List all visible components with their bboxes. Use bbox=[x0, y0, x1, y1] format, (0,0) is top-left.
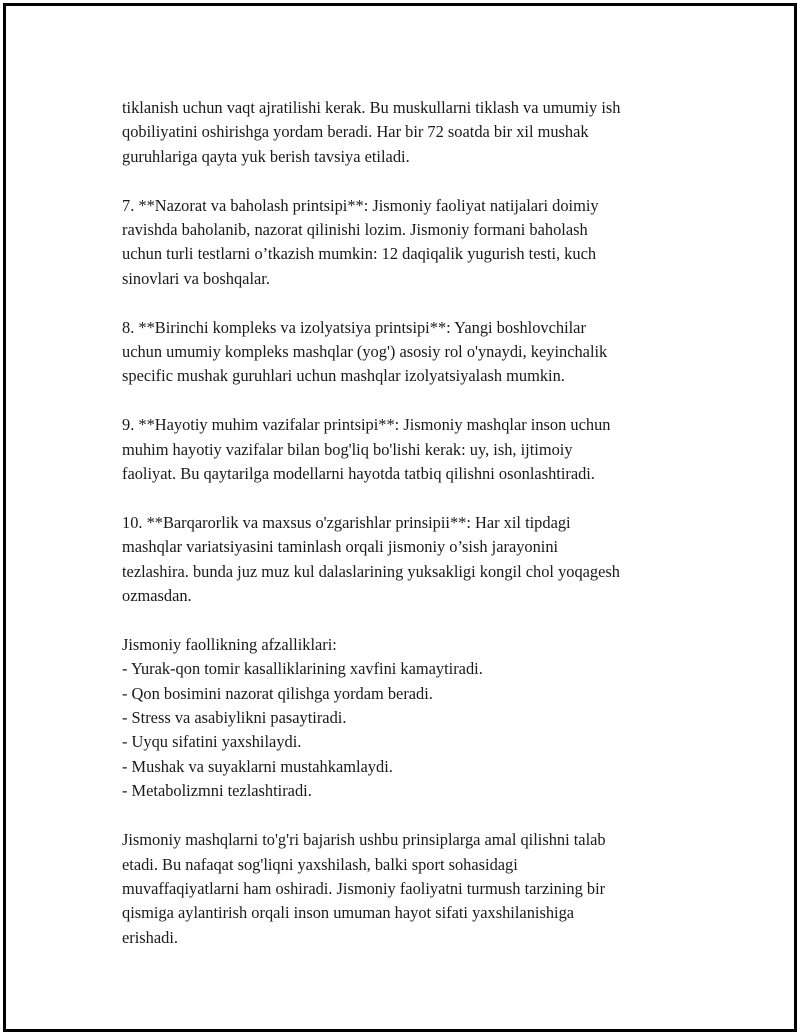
text-line: ozmasdan. bbox=[122, 586, 192, 606]
text-line: erishadi. bbox=[122, 927, 178, 947]
paragraph-principle-9 bbox=[122, 413, 702, 486]
text-line: mashqlar variatsiyasini taminlash orqali jismoniy o’sish jarayonini bbox=[122, 537, 559, 557]
text-line: 9. **Hayotiy muhim vazifalar printsipi**: Jismoniy mashqlar inson uchun bbox=[122, 415, 611, 435]
list-item: - Metabolizmni tezlashtiradi. bbox=[122, 781, 312, 801]
text-line: ravishda baholanib, nazorat qilinishi lozim. Jismoniy formani baholash bbox=[122, 220, 588, 240]
benefits-heading: Jismoniy faollikning afzalliklari: bbox=[122, 634, 337, 654]
paragraph-principle-10 bbox=[122, 511, 702, 609]
paragraph-recovery bbox=[122, 96, 702, 169]
text-line: tezlashira. bunda juz muz kul dalaslarining yuksakligi kongil chol yoqagesh bbox=[122, 561, 620, 581]
text-line: uchun turli testlarni o’tkazish mumkin: 12 daqiqalik yugurish testi, kuch bbox=[122, 244, 597, 264]
list-item: - Mushak va suyaklarni mustahkamlaydi. bbox=[122, 756, 393, 776]
text-line: 8. **Birinchi kompleks va izolyatsiya printsipi**: Yangi boshlovchilar bbox=[122, 317, 586, 337]
text-line: sinovlari va boshqalar. bbox=[122, 268, 270, 288]
text-line: qobiliyatini oshirishga yordam beradi. Har bir 72 soatda bir xil mushak bbox=[122, 122, 589, 142]
paragraph-principle-8 bbox=[122, 316, 702, 389]
text-line: Jismoniy mashqlarni to'g'ri bajarish ushbu prinsiplarga amal qilishni talab bbox=[122, 830, 606, 850]
list-item: - Stress va asabiylikni pasaytiradi. bbox=[122, 708, 347, 728]
text-line: etadi. Bu nafaqat sog'liqni yaxshilash, balki sport sohasidagi bbox=[122, 854, 518, 874]
list-item: - Yurak-qon tomir kasalliklarining xavfini kamaytiradi. bbox=[122, 659, 483, 679]
text-line: muhim hayotiy vazifalar bilan bog'liq bo'lishi kerak: uy, ish, ijtimoiy bbox=[122, 439, 573, 459]
text-line: uchun umumiy kompleks mashqlar (yog') asosiy rol o'ynaydi, keyinchalik bbox=[122, 342, 608, 362]
text-line: 10. **Barqarorlik va maxsus o'zgarishlar prinsipii**: Har xil tipdagi bbox=[122, 512, 571, 532]
list-item: - Uyqu sifatini yaxshilaydi. bbox=[122, 732, 302, 752]
text-line: qismiga aylantirish orqali inson umuman hayot sifati yaxshilanishiga bbox=[122, 903, 575, 923]
paragraph-conclusion bbox=[122, 828, 702, 950]
benefits-list bbox=[122, 633, 702, 804]
paragraph-principle-7 bbox=[122, 194, 702, 292]
text-line: guruhlariga qayta yuk berish tavsiya etiladi. bbox=[122, 146, 410, 166]
text-line: muvaffaqiyatlarni ham oshiradi. Jismoniy faoliyatni turmush tarzining bir bbox=[122, 878, 606, 898]
list-item: - Qon bosimini nazorat qilishga yordam beradi. bbox=[122, 683, 433, 703]
text-line: specific mushak guruhlari uchun mashqlar izolyatsiyalash mumkin. bbox=[122, 366, 565, 386]
text-line: tiklanish uchun vaqt ajratilishi kerak. Bu muskullarni tiklash va umumiy ish bbox=[122, 98, 621, 117]
page-frame bbox=[3, 3, 797, 1032]
text-line: faoliyat. Bu qaytarilga modellarni hayotda tatbiq qilishni osonlashtiradi. bbox=[122, 464, 595, 484]
text-line: 7. **Nazorat va baholash printsipi**: Jismoniy faoliyat natijalari doimiy bbox=[122, 195, 599, 215]
document-body bbox=[122, 96, 702, 975]
